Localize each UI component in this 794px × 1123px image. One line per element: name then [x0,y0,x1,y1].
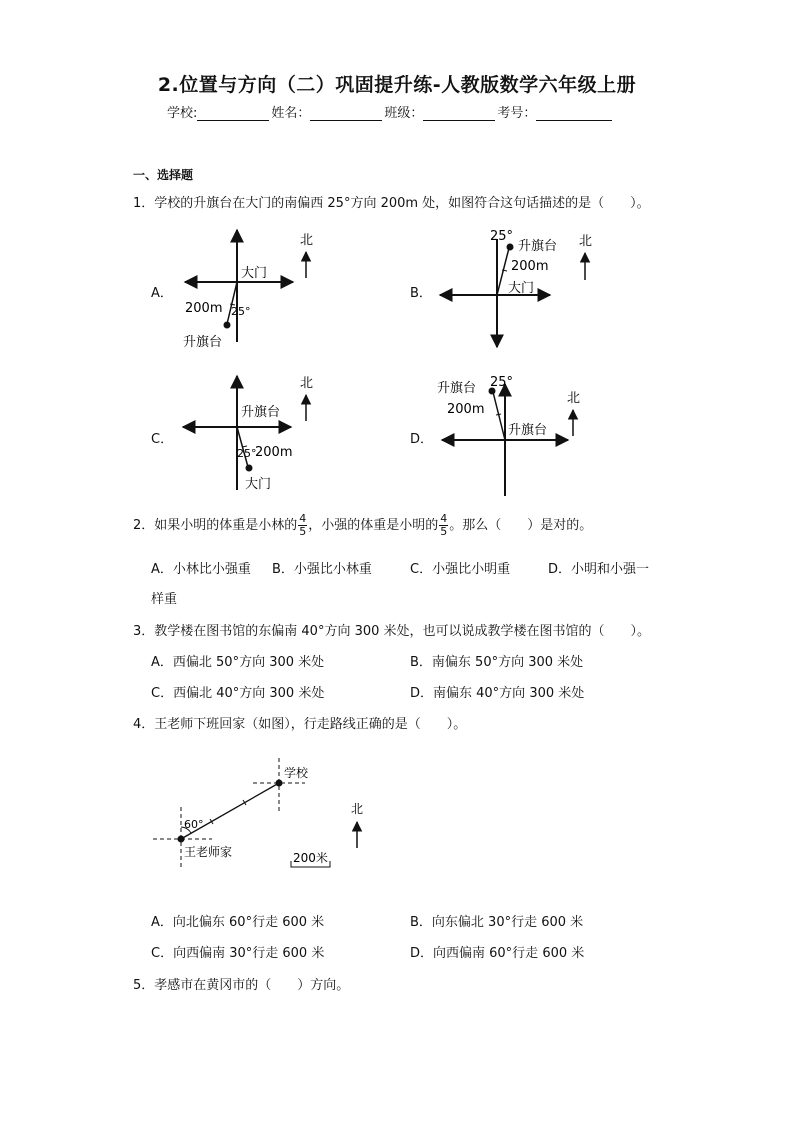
distance-label: 200m [185,301,223,316]
q4-option-c[interactable]: C．向西偏南 30°行走 600 米 [151,946,325,961]
q1-option-d-label[interactable]: D． [410,432,434,447]
fraction-1 [298,513,307,538]
distance-label: 200m [255,445,293,460]
question-1-text: 1．学校的升旗台在大门的南偏西 25°方向 200m 处，如图符合这句话描述的是（ ）。 [133,196,650,211]
section-heading: 一、选择题 [133,168,194,182]
angle-label: 25° [231,305,251,318]
q4-option-b[interactable]: B．向东偏北 30°行走 600 米 [410,915,584,930]
class-blank[interactable] [423,106,495,121]
tick-mark [496,414,501,415]
name-label: 姓名： [271,106,311,121]
exam-blank[interactable] [536,106,612,121]
q1-option-a-label[interactable]: A． [151,286,173,301]
question-3-text: 3．教学楼在图书馆的东偏南 40°方向 300 米处，也可以说成教学楼在图书馆的（ ）。 [133,624,651,639]
flag-label: 升旗台 [518,239,558,254]
flag-label: 升旗台 [241,405,281,420]
scale-label: 200米 [293,851,328,865]
name-blank[interactable] [310,106,382,121]
q2-option-b[interactable]: B．小强比小林重 [272,562,372,577]
question-2-text [133,513,592,538]
student-info [167,102,614,121]
flag-point [224,322,231,329]
q2-option-d-continued: 样重 [151,592,178,607]
q3-option-b[interactable]: B．南偏东 50°方向 300 米处 [410,655,584,670]
north-label: 北 [300,376,314,391]
school-label: 学校 [284,766,309,780]
fraction-1-denominator: 5 [299,525,307,538]
q1-diagram-c [175,370,325,495]
q3-option-d[interactable]: D．南偏东 40°方向 300 米处 [410,686,585,701]
school-label: 学校: [167,106,198,121]
q2-text-before: 2．如果小明的体重是小林的 [133,518,298,533]
q1-option-c-label[interactable]: C． [151,432,174,447]
school-point [276,780,283,787]
q2-option-a[interactable]: A．小林比小强重 [151,562,251,577]
gate-label: 大门 [245,477,272,492]
flag-label: 升旗台 [437,381,477,396]
angle-label: 25° [490,229,514,244]
school-blank[interactable] [197,106,269,121]
exam-label: 考号： [497,106,537,121]
fraction-2 [439,513,448,538]
page-title: 2.位置与方向（二）巩固提升练-人教版数学六年级上册 [157,74,637,96]
north-label: 北 [579,234,593,249]
route-line [493,392,505,440]
q2-text-after: 。那么（ ）是对的。 [449,518,593,533]
home-point [178,836,185,843]
flag-point [507,244,514,251]
q2-option-d[interactable]: D．小明和小强一 [548,562,650,577]
q1-diagram-b [430,225,605,353]
gate-label: 大门 [241,266,268,281]
class-label: 班级： [384,106,424,121]
question-4-text: 4．王老师下班回家（如图），行走路线正确的是（ ）。 [133,717,467,732]
fraction-2-numerator: 4 [440,512,448,525]
fraction-2-denominator: 5 [440,525,448,538]
q4-option-a[interactable]: A．向北偏东 60°行走 600 米 [151,915,325,930]
question-5-text: 5．孝感市在黄冈市的（ ）方向。 [133,978,350,993]
fraction-1-numerator: 4 [299,512,307,525]
q2-text-mid: ，小强的体重是小明的 [308,518,439,533]
q3-option-c[interactable]: C．西偏北 40°方向 300 米处 [151,686,325,701]
q2-option-c[interactable]: C．小强比小明重 [410,562,511,577]
q3-option-a[interactable]: A．西偏北 50°方向 300 米处 [151,655,325,670]
angle-label: 60° [184,818,204,831]
distance-label: 200m [511,259,549,274]
q1-option-b-label[interactable]: B． [410,286,432,301]
north-label: 北 [351,802,364,816]
gate-label: 升旗台 [508,423,548,438]
q1-diagram-d [430,370,605,500]
home-label: 王老师家 [184,845,233,859]
flag-label: 升旗台 [183,335,223,350]
north-label: 北 [300,233,314,248]
gate-label: 大门 [508,281,535,296]
angle-label: 25° [237,447,257,460]
q4-route-diagram [150,755,390,875]
north-label: 北 [567,391,581,406]
distance-label: 200m [447,402,485,417]
angle-label: 25° [490,375,514,390]
q1-diagram-a [175,222,325,357]
gate-point [246,465,253,472]
q4-option-d[interactable]: D．向西偏南 60°行走 600 米 [410,946,585,961]
